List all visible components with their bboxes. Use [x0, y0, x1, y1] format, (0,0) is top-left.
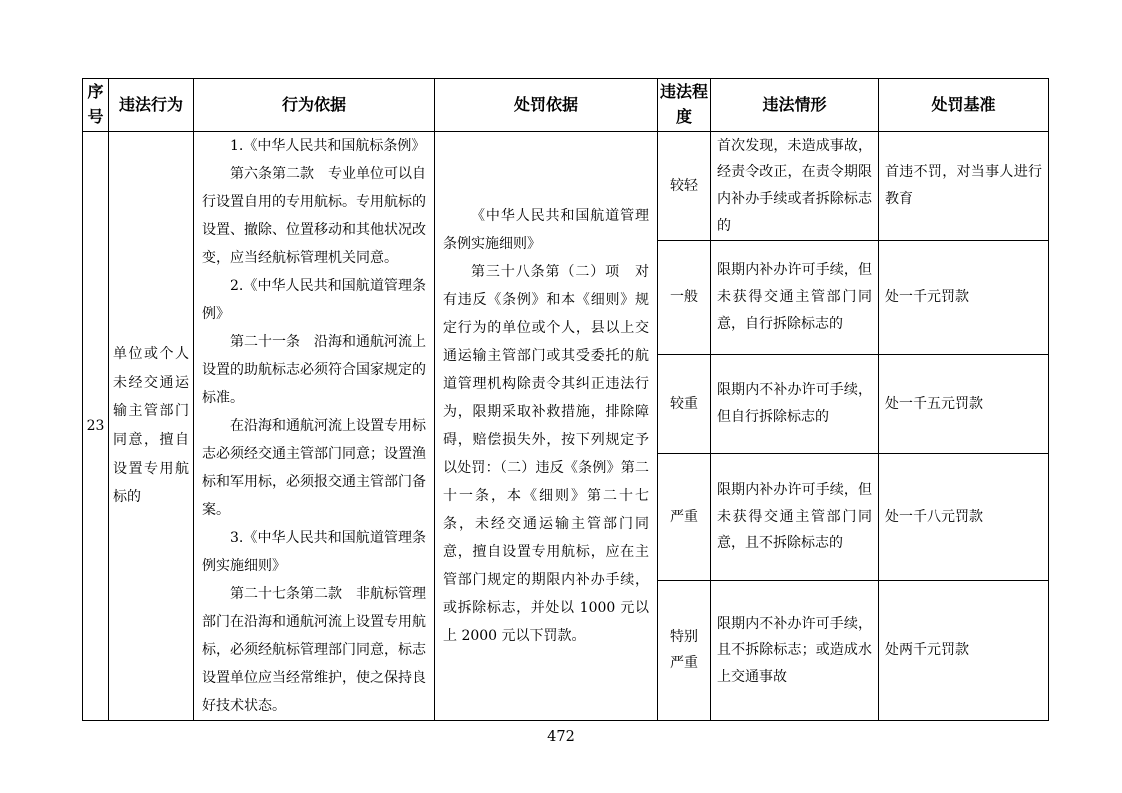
standard-cell: 处一千五元罚款: [879, 354, 1049, 453]
header-conduct-basis: 行为依据: [194, 79, 435, 132]
penalty-paragraph: 第三十八条第（二）项 对有违反《条例》和本《细则》规定行为的单位或个人，县以上交通运输主管部门或其受委托的航道管理机构除责令其纠正违法行为，限期采取补救措施，排除障碍，赔偿损失外，按下列规定予以处罚：（二）违反《条例》第二十一条，本《细则》第二十七条，未经交通运输主管部门同意，擅自设置专用航标，应在主管部门规定的期限内补办手续，或拆除标志，并处以 1000 元以上 2000 元以下罚款。: [443, 264, 649, 644]
circumstance-cell: 限期内补办许可手续，但未获得交通主管部门同意，自行拆除标志的: [711, 240, 879, 354]
circumstance-cell: 限期内不补办许可手续，且不拆除标志；或造成水上交通事故: [711, 580, 879, 720]
degree-cell: 特别严重: [658, 580, 711, 720]
standard-cell: 首违不罚，对当事人进行教育: [879, 132, 1049, 241]
conduct-paragraph: 第二十一条 沿海和通航河流上设置的助航标志必须符合国家规定的标准。: [202, 334, 426, 406]
standard-cell: 处一千八元罚款: [879, 454, 1049, 581]
degree-cell: 较轻: [658, 132, 711, 241]
header-degree: 违法程度: [658, 79, 711, 132]
conduct-paragraph: 3.《中华人民共和国航道管理条例实施细则》: [202, 530, 426, 574]
table-header-row: [83, 79, 1049, 132]
degree-cell: 一般: [658, 240, 711, 354]
serial-cell: 23: [83, 132, 109, 721]
conduct-paragraph: 第二十七条第二款 非航标管理部门在沿海和通航河流上设置专用航标，必须经航标管理部门同意，标志设置单位应当经常维护，使之保持良好技术状态。: [202, 586, 426, 714]
degree-cell: 较重: [658, 354, 711, 453]
page-number: 472: [547, 729, 575, 745]
circumstance-cell: 首次发现，未造成事故，经责令改正，在责令期限内补办手续或者拆除标志的: [711, 132, 879, 241]
table-row-severity-1: [83, 132, 1049, 241]
header-serial: 序号: [83, 79, 109, 132]
header-violation: 违法行为: [109, 79, 194, 132]
degree-cell: 严重: [658, 454, 711, 581]
circumstance-cell: 限期内补办许可手续，但未获得交通主管部门同意，且不拆除标志的: [711, 454, 879, 581]
header-standard: 处罚基准: [879, 79, 1049, 132]
standard-cell: 处两千元罚款: [879, 580, 1049, 720]
conduct-paragraph: 在沿海和通航河流上设置专用标志必须经交通主管部门同意；设置渔标和军用标，必须报交通主管部门备案。: [202, 418, 426, 518]
conduct-paragraph: 1.《中华人民共和国航标条例》: [230, 138, 426, 154]
penalty-basis-cell: [435, 132, 658, 721]
header-penalty-basis: 处罚依据: [435, 79, 658, 132]
violation-cell: 单位或个人未经交通运输主管部门同意，擅自设置专用航标的: [109, 132, 194, 721]
penalty-paragraph: 《中华人民共和国航道管理条例实施细则》: [443, 208, 649, 252]
conduct-paragraph: 第六条第二款 专业单位可以自行设置自用的专用航标。专用航标的设置、撤除、位置移动和其他状况改变，应当经航标管理机关同意。: [202, 166, 426, 266]
violation-penalty-table: [82, 78, 1049, 721]
circumstance-cell: 限期内不补办许可手续，但自行拆除标志的: [711, 354, 879, 453]
standard-cell: 处一千元罚款: [879, 240, 1049, 354]
conduct-paragraph: 2.《中华人民共和国航道管理条例》: [202, 278, 426, 322]
header-circumstance: 违法情形: [711, 79, 879, 132]
conduct-basis-cell: [194, 132, 435, 721]
